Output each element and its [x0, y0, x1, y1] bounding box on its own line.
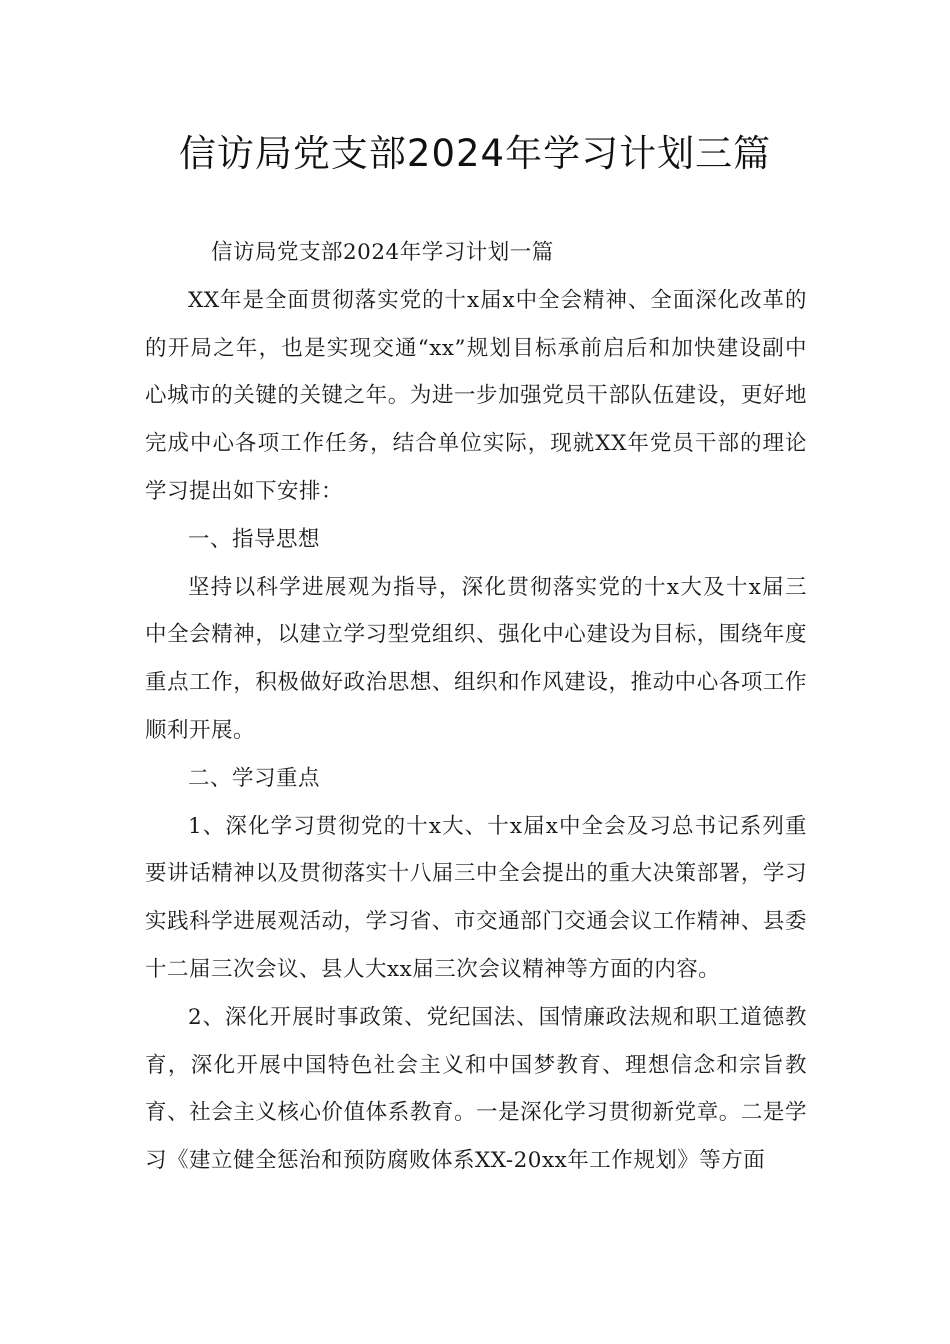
paragraph-study-focus-1: 1、深化学习贯彻党的十x大、十x届x中全会及习总书记系列重要讲话精神以及贯彻落实十八届三中全会提出的重大决策部署，学习实践科学进展观活动，学习省、市交通部门交通会议工作精神、县委十二届三次会议、县人大xx届三次会议精神等方面的内容。	[145, 813, 807, 982]
document-subtitle: 信访局党支部2024年学习计划一篇	[211, 240, 554, 265]
section-heading-guiding-thought: 一、指导思想	[188, 526, 321, 552]
section-heading-study-focus: 二、学习重点	[188, 765, 321, 791]
paragraph-guiding-thought: 坚持以科学进展观为指导，深化贯彻落实党的十x大及十x届三中全会精神，以建立学习型党组织、强化中心建设为目标，围绕年度重点工作，积极做好政治思想、组织和作风建设，推动中心各项工作顺利开展。	[145, 574, 807, 743]
document-title: 信访局党支部2024年学习计划三篇	[178, 132, 772, 175]
paragraph-study-focus-2: 2、深化开展时事政策、党纪国法、国情廉政法规和职工道德教育，深化开展中国特色社会主义和中国梦教育、理想信念和宗旨教育、社会主义核心价值体系教育。一是深化学习贯彻新党章。二是学习《建立健全惩治和预防腐败体系XX-20xx年工作规划》等方面	[145, 1004, 807, 1174]
paragraph-intro: XX年是全面贯彻落实党的十x届x中全会精神、全面深化改革的的开局之年，也是实现交通“xx”规划目标承前启后和加快建设副中心城市的关键的关键之年。为进一步加强党员干部队伍建设，更好地完成中心各项工作任务，结合单位实际，现就XX年党员干部的理论学习提出如下安排：	[145, 287, 807, 504]
document-body	[145, 229, 807, 1185]
